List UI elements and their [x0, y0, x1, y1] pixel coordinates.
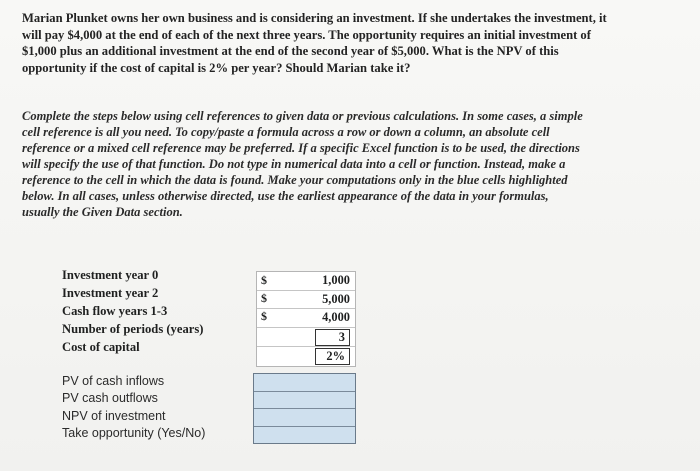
instruction-line: usually the Given Data section.: [22, 205, 183, 219]
npv-cell[interactable]: [254, 409, 355, 427]
given-data-labels: [62, 266, 203, 356]
problem-statement: [22, 10, 682, 76]
problem-line: $1,000 plus an additional investment at the end of the second year of $5,000. What is the NPV of this: [22, 44, 559, 59]
problem-line: Marian Plunket owns her own business and is considering an investment. If she undertakes the investment, it: [22, 11, 607, 25]
value-cost-of-capital: 2%: [315, 348, 350, 365]
blue-input-cells: [253, 373, 356, 444]
currency-symbols: [255, 271, 273, 325]
instruction-line: below. In all cases, unless otherwise directed, use the earliest appearance of the data in your formulas,: [22, 189, 549, 203]
given-label-investment-year-2: Investment year 2: [62, 286, 159, 300]
label-pv-cash-inflows: PV of cash inflows: [62, 374, 165, 388]
label-pv-cash-outflows: PV cash outflows: [62, 391, 158, 406]
instruction-line: Complete the steps below using cell references to given data or previous calculations. In some cases, a simple: [22, 109, 583, 123]
given-label-cash-flow: Cash flow years 1-3: [62, 304, 168, 318]
instructions: [22, 108, 682, 220]
instruction-line: reference to the cell in which the data is found. Make your computations only in the blue cells highlighted: [22, 173, 568, 187]
take-opportunity-cell[interactable]: [254, 427, 355, 444]
given-label-cost-of-capital: Cost of capital: [62, 340, 140, 354]
given-label-periods: Number of periods (years): [62, 322, 204, 336]
pv-cash-inflows-cell[interactable]: [254, 374, 355, 392]
results-labels: [62, 373, 205, 443]
label-npv: NPV of investment: [62, 408, 166, 423]
value-cell[interactable]: [257, 348, 355, 366]
value-cell[interactable]: [257, 329, 355, 348]
dollar-sign: $: [261, 273, 267, 287]
pv-cash-outflows-cell[interactable]: [254, 392, 355, 410]
value-investment-year-0: 1,000: [322, 273, 350, 287]
dollar-sign: $: [261, 291, 267, 305]
instruction-line: reference or a mixed cell reference may be preferred. If a specific Excel function is to be used, the directions: [22, 141, 580, 155]
instruction-line: cell reference is all you need. To copy/paste a formula across a row or down a column, an absolute cell: [22, 125, 550, 139]
value-investment-year-2: 5,000: [322, 291, 350, 306]
take-opportunity-input[interactable]: [254, 427, 355, 444]
value-periods: 3: [315, 329, 350, 346]
pv-cash-inflows-input[interactable]: [254, 374, 355, 391]
npv-input[interactable]: [254, 409, 355, 426]
value-cash-flow: 4,000: [322, 310, 350, 324]
dollar-sign: $: [261, 309, 267, 323]
problem-line: will pay $4,000 at the end of each of the next three years. The opportunity requires an initial investment of: [22, 27, 591, 42]
label-take-opportunity: Take opportunity (Yes/No): [62, 426, 206, 441]
problem-line: opportunity if the cost of capital is 2% per year? Should Marian take it?: [22, 60, 411, 75]
given-label-investment-year-0: Investment year 0: [62, 268, 159, 282]
instruction-line: will specify the use of that function. Do not type in numerical data into a cell or function. Instead, make a: [22, 157, 566, 171]
pv-cash-outflows-input[interactable]: [254, 392, 355, 409]
